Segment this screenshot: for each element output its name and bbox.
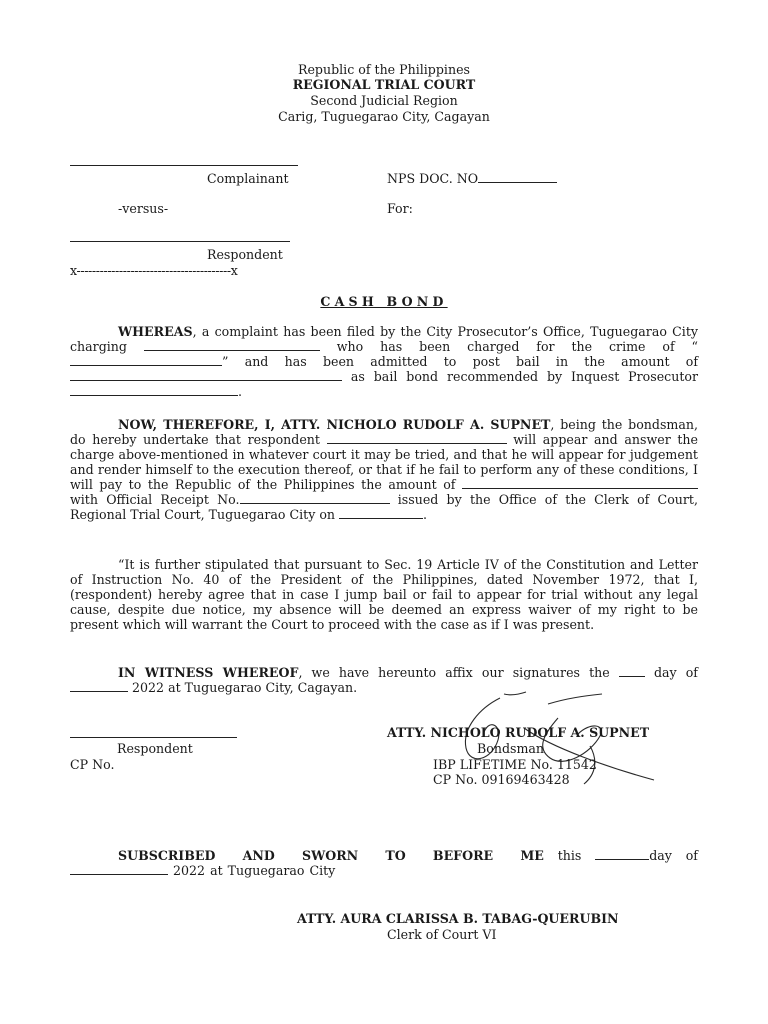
whereas-lead: WHEREAS (118, 324, 193, 339)
now-therefore-text-d: issued by the Office of the Clerk of Court, Regional Trial Court, Tuguegarao City on (70, 492, 698, 522)
witness-text-a: , we have hereunto affix our signatures the (298, 665, 610, 680)
whereas-text-a: , a complaint has been filed by the City Prosecutor’s Office, Tuguegarao City charging (70, 324, 698, 354)
for-label: For: (387, 201, 413, 216)
jurat-text-b: day of (649, 848, 698, 863)
witness-lead: IN WITNESS WHEREOF (118, 665, 299, 680)
day-blank (619, 665, 645, 677)
nps-doc-blank (478, 171, 557, 183)
clerk-title: Clerk of Court VI (387, 927, 497, 942)
bondsman-name: ATTY. NICHOLO RUDOLF A. SUPNET (387, 725, 650, 740)
respondent-signature-line (70, 737, 237, 738)
complainant-label: Complainant (207, 171, 289, 186)
whereas-text-d: as bail bond recommended by Inquest Prosecutor (350, 369, 698, 384)
whereas-text-b: who has been charged for the crime of “ (336, 339, 698, 354)
month-blank (70, 680, 128, 692)
respondent-cp-label: CP No. (70, 757, 115, 772)
date-blank (339, 507, 423, 519)
document-title (0, 294, 768, 309)
nps-doc-text: NPS DOC. NO (387, 171, 479, 186)
caption-divider: x----------------------------------------x (70, 263, 238, 278)
clerk-name: ATTY. AURA CLARISSA B. TABAG-QUERUBIN (297, 911, 619, 926)
stipulation-text: “It is further stipulated that pursuant to Sec. 19 Article IV of the Constitution and Letter of Instruction No. 40 of the President of the Philippines, dated November 1972, that I, (respondent) hereby agree that in case I jump bail or fail to appear for trial without any legal cause, despite due notice, my absence will be deemed an express waiver of my right to be present which will warrant the Court to proceed with the case as if I was present. (70, 557, 698, 632)
bondsman-cp-number: CP No. 09169463428 (433, 772, 570, 787)
bondsman-label: Bondsman (477, 741, 545, 756)
whereas-text-c: ” and has been admitted to post bail in the amount of (222, 354, 698, 369)
now-therefore-text-b: will appear and answer the charge above-mentioned in whatever court it may be tried, and that he will appear for judgement and render himself to the execution thereof, or that if he fail to perform any of these conditions, I will pay to the Republic of the Philippines the amount of (70, 432, 698, 492)
witness-text-b: day of (653, 665, 698, 680)
header-region: Second Judicial Region (310, 93, 458, 108)
now-therefore-lead: NOW, THEREFORE, I, ATTY. NICHOLO RUDOLF A. SUPNET (118, 417, 551, 432)
respondent-name-line (70, 241, 290, 242)
now-therefore-text-a: , being the bondsman, do hereby undertake that respondent (70, 417, 698, 447)
official-receipt-blank (240, 492, 390, 504)
jurat-text-a: this (557, 848, 582, 863)
jurat-paragraph (70, 848, 698, 878)
complainant-name-line (70, 165, 298, 166)
amount-blank (462, 477, 698, 489)
jurat-month-blank (70, 863, 168, 875)
header-address: Carig, Tuguegarao City, Cagayan (278, 109, 490, 124)
witness-text-c: 2022 at Tuguegarao City, Cagayan. (132, 680, 358, 695)
whereas-text-e: . (238, 384, 243, 399)
respondent-label: Respondent (207, 247, 283, 262)
jurat-lead: SUBSCRIBED AND SWORN TO BEFORE ME (118, 848, 544, 863)
jurat-text-c: 2022 at Tuguegarao City (173, 863, 336, 878)
versus-label: -versus- (118, 201, 169, 216)
whereas-paragraph (70, 324, 698, 399)
respondent-blank (327, 432, 507, 444)
bail-amount-blank (70, 369, 342, 381)
accused-name-blank (144, 339, 320, 351)
jurat-day-blank (595, 848, 649, 860)
stipulation-paragraph (70, 557, 698, 632)
header-republic: Republic of the Philippines (297, 62, 470, 77)
now-therefore-text-e: . (423, 507, 428, 522)
respondent-signature-label: Respondent (117, 741, 193, 756)
header-court: REGIONAL TRIAL COURT (292, 77, 476, 92)
crime-blank (70, 354, 222, 366)
now-therefore-paragraph (70, 417, 698, 522)
nps-doc-label (387, 171, 557, 186)
now-therefore-text-c: with Official Receipt No. (70, 492, 240, 507)
ibp-number: IBP LIFETIME No. 11542 (433, 757, 597, 772)
document-title-text: CASH BOND (320, 294, 448, 309)
prosecutor-blank (70, 384, 238, 396)
